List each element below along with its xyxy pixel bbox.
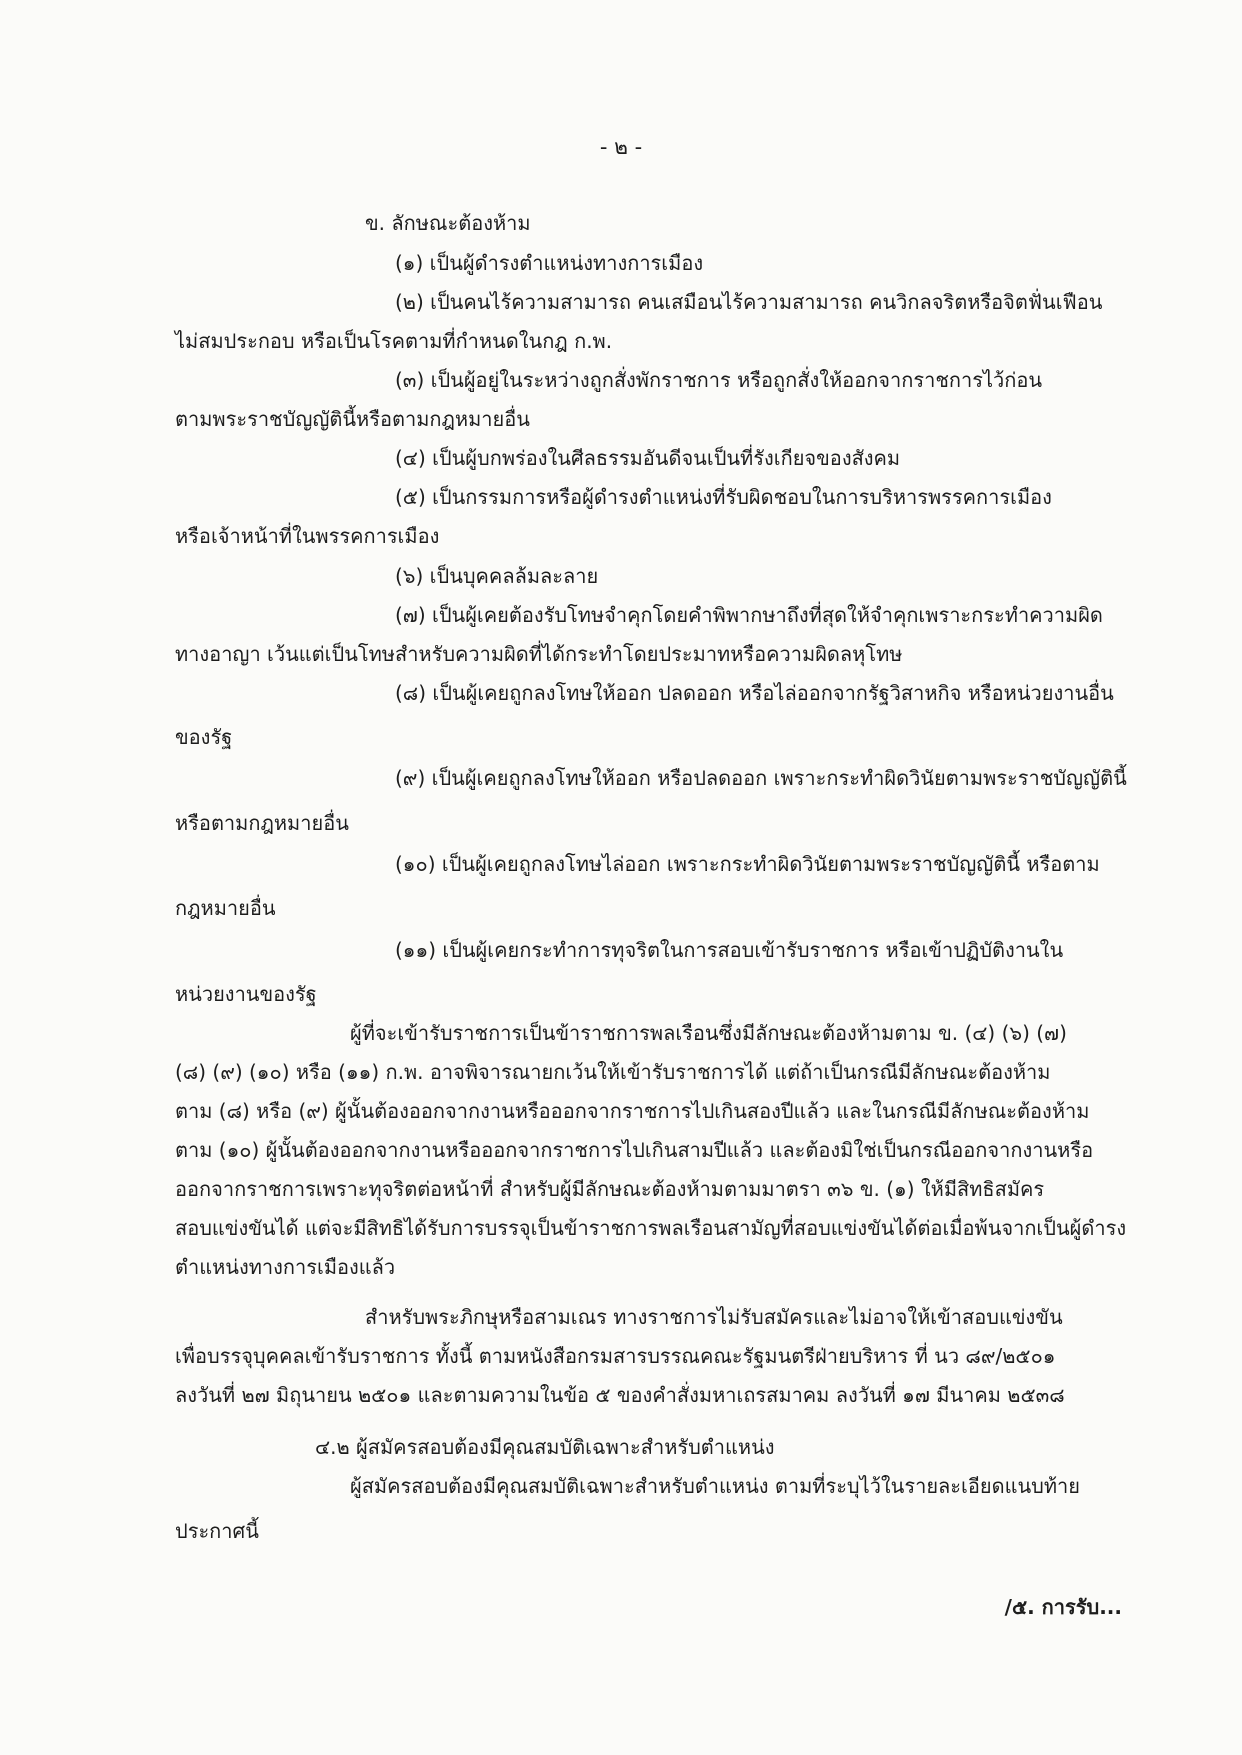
list-item: (๓) เป็นผู้อยู่ในระหว่างถูกสั่งพักราชการ หรือถูกสั่งให้ออกจากราชการไว้ก่อน bbox=[395, 368, 1043, 392]
paragraph-line: ตาม (๑๐) ผู้นั้นต้องออกจากงานหรือออกจากราชการไปเกินสามปีแล้ว และต้องมิใช่เป็นกรณีออกจากงานหรือ bbox=[175, 1138, 1094, 1162]
paragraph-line: สอบแข่งขันได้ แต่จะมีสิทธิได้รับการบรรจุเป็นข้าราชการพลเรือนสามัญที่สอบแข่งขันได้ต่อเมื่อพ้นจากเป็นผู้ดำรง bbox=[175, 1216, 1127, 1240]
list-item: (๘) เป็นผู้เคยถูกลงโทษให้ออก ปลดออก หรือไล่ออกจากรัฐวิสาหกิจ หรือหน่วยงานอื่น bbox=[395, 681, 1114, 705]
paragraph-line: ประกาศนี้ bbox=[175, 1519, 259, 1543]
section-heading: ข. ลักษณะต้องห้าม bbox=[365, 211, 531, 235]
list-item: (๗) เป็นผู้เคยต้องรับโทษจำคุกโดยคำพิพากษาถึงที่สุดให้จำคุกเพราะกระทำความผิด bbox=[395, 603, 1103, 627]
list-item-continuation: หรือตามกฎหมายอื่น bbox=[175, 811, 349, 835]
paragraph-line: ผู้ที่จะเข้ารับราชการเป็นข้าราชการพลเรือนซึ่งมีลักษณะต้องห้ามตาม ข. (๔) (๖) (๗) bbox=[350, 1021, 1067, 1045]
paragraph-line: ออกจากราชการเพราะทุจริตต่อหน้าที่ สำหรับผู้มีลักษณะต้องห้ามตามมาตรา ๓๖ ข. (๑) ให้มีสิทธิสมัคร bbox=[175, 1177, 1045, 1201]
list-item-continuation: ตามพระราชบัญญัตินี้หรือตามกฎหมายอื่น bbox=[175, 407, 530, 431]
paragraph-line: ลงวันที่ ๒๗ มิถุนายน ๒๕๐๑ และตามความในข้อ ๕ ของคำสั่งมหาเถรสมาคม ลงวันที่ ๑๗ มีนาคม ๒๕๓๘ bbox=[175, 1383, 1065, 1407]
paragraph-line: (๘) (๙) (๑๐) หรือ (๑๑) ก.พ. อาจพิจารณายกเว้นให้เข้ารับราชการได้ แต่ถ้าเป็นกรณีมีลักษณะต้องห้าม bbox=[175, 1060, 1051, 1084]
list-item: (๑๐) เป็นผู้เคยถูกลงโทษไล่ออก เพราะกระทำผิดวินัยตามพระราชบัญญัตินี้ หรือตาม bbox=[395, 852, 1100, 876]
list-item: (๑) เป็นผู้ดำรงตำแหน่งทางการเมือง bbox=[395, 251, 704, 275]
list-item: (๖) เป็นบุคคลล้มละลาย bbox=[395, 564, 599, 588]
list-item: (๒) เป็นคนไร้ความสามารถ คนเสมือนไร้ความสามารถ คนวิกลจริตหรือจิตฟั่นเฟือน bbox=[395, 290, 1103, 314]
list-item-continuation: หรือเจ้าหน้าที่ในพรรคการเมือง bbox=[175, 524, 440, 548]
continuation-marker: /๕. การรับ... bbox=[1004, 1595, 1122, 1619]
paragraph-line: ผู้สมัครสอบต้องมีคุณสมบัติเฉพาะสำหรับตำแหน่ง ตามที่ระบุไว้ในรายละเอียดแนบท้าย bbox=[350, 1474, 1080, 1498]
paragraph-line: ตำแหน่งทางการเมืองแล้ว bbox=[175, 1255, 396, 1279]
list-item: (๑๑) เป็นผู้เคยกระทำการทุจริตในการสอบเข้ารับราชการ หรือเข้าปฏิบัติงานใน bbox=[395, 938, 1064, 962]
paragraph-line: เพื่อบรรจุบุคคลเข้ารับราชการ ทั้งนี้ ตามหนังสือกรมสารบรรณคณะรัฐมนตรีฝ่ายบริหาร ที่ นว ๘๙/๒๕๐๑ bbox=[175, 1344, 1056, 1368]
list-item-continuation: ไม่สมประกอบ หรือเป็นโรคตามที่กำหนดในกฎ ก.พ. bbox=[175, 329, 613, 353]
list-item-continuation: หน่วยงานของรัฐ bbox=[175, 982, 317, 1006]
list-item: (๔) เป็นผู้บกพร่องในศีลธรรมอันดีจนเป็นที่รังเกียจของสังคม bbox=[395, 446, 901, 470]
list-item: (๕) เป็นกรรมการหรือผู้ดำรงตำแหน่งที่รับผิดชอบในการบริหารพรรคการเมือง bbox=[395, 485, 1052, 509]
section-heading: ๔.๒ ผู้สมัครสอบต้องมีคุณสมบัติเฉพาะสำหรับตำแหน่ง bbox=[315, 1435, 775, 1459]
list-item: (๙) เป็นผู้เคยถูกลงโทษให้ออก หรือปลดออก เพราะกระทำผิดวินัยตามพระราชบัญญัตินี้ bbox=[395, 766, 1127, 790]
page-number: - ๒ - bbox=[599, 135, 643, 159]
list-item-continuation: กฎหมายอื่น bbox=[175, 896, 276, 920]
paragraph-line: สำหรับพระภิกษุหรือสามเณร ทางราชการไม่รับสมัครและไม่อาจให้เข้าสอบแข่งขัน bbox=[365, 1305, 1063, 1329]
paragraph-line: ตาม (๘) หรือ (๙) ผู้นั้นต้องออกจากงานหรือออกจากราชการไปเกินสองปีแล้ว และในกรณีมีลักษณะต้องห้าม bbox=[175, 1099, 1090, 1123]
list-item-continuation: ทางอาญา เว้นแต่เป็นโทษสำหรับความผิดที่ได้กระทำโดยประมาทหรือความผิดลหุโทษ bbox=[175, 642, 903, 666]
list-item-continuation: ของรัฐ bbox=[175, 725, 233, 749]
